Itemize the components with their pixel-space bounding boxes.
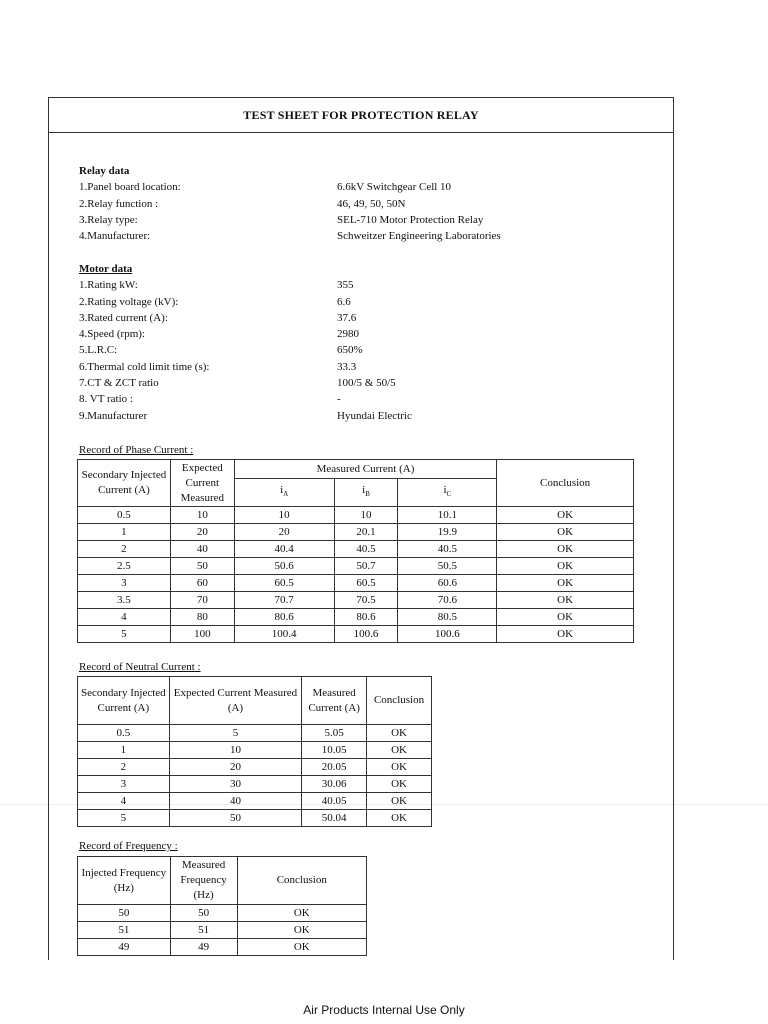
neutral_current-cell: 40 (169, 793, 301, 810)
phase_current-row (78, 507, 634, 524)
motor-data-value: 2980 (337, 328, 359, 341)
neutral_current-cell: 3 (78, 776, 170, 793)
neutral_current-cell: 40.05 (302, 793, 367, 810)
phase_current-cell: 40.4 (234, 541, 334, 558)
phase_current-cell: 5 (78, 626, 171, 643)
motor-data-row (79, 391, 412, 407)
phase-header-ib (334, 479, 398, 507)
neutral_current-cell: OK (367, 810, 432, 827)
relay-data-heading: Relay data (79, 165, 130, 177)
phase_current-cell: 100 (170, 626, 234, 643)
motor-data-label: 7.CT & ZCT ratio (79, 377, 159, 390)
motor-data-row (79, 326, 412, 342)
neutral_current-cell: 10 (169, 742, 301, 759)
neutral-header-conclusion: Conclusion (367, 677, 432, 725)
neutral_current-cell: 50 (169, 810, 301, 827)
phase_current-row (78, 592, 634, 609)
phase-header-measured: Measured Current (A) (234, 460, 496, 479)
neutral_current-cell: OK (367, 776, 432, 793)
motor-data-label: 2.Rating voltage (kV): (79, 295, 179, 308)
relay-data-label: 3.Relay type: (79, 213, 138, 226)
phase_current-cell: OK (497, 592, 634, 609)
phase_current-cell: 10 (170, 507, 234, 524)
phase_current-cell: 4 (78, 609, 171, 626)
motor-data-label: 3.Rated current (A): (79, 311, 168, 324)
relay-data-row (79, 179, 501, 195)
neutral-header-secondary: Secondary Injected Current (A) (78, 677, 170, 725)
motor-data-row (79, 342, 412, 358)
phase_current-row (78, 609, 634, 626)
phase_current-cell: 60.5 (234, 575, 334, 592)
motor-data-row (79, 294, 412, 310)
motor-data-row (79, 359, 412, 375)
phase_current-row (78, 575, 634, 592)
neutral_current-row (78, 810, 432, 827)
neutral_current-cell: 30 (169, 776, 301, 793)
phase-header-conclusion: Conclusion (497, 460, 634, 507)
neutral-header-expected: Expected Current Measured (A) (169, 677, 301, 725)
phase_current-cell: OK (497, 609, 634, 626)
frequency-cell: 50 (78, 905, 171, 922)
motor-data-row (79, 375, 412, 391)
phase_current-cell: 20 (234, 524, 334, 541)
neutral_current-cell: 2 (78, 759, 170, 776)
frequency-cell: OK (237, 939, 366, 956)
frequency-caption: Record of Frequency : (79, 840, 178, 852)
phase_current-cell: 50.5 (398, 558, 497, 575)
relay-data-value: 46, 49, 50, 50N (337, 197, 406, 210)
frequency-cell: 51 (170, 922, 237, 939)
phase-header-secondary: Secondary Injected Current (A) (78, 460, 171, 507)
relay-data-row (79, 228, 501, 244)
relay-data-label: 2.Relay function : (79, 197, 159, 210)
phase_current-cell: 10.1 (398, 507, 497, 524)
phase_current-cell: 0.5 (78, 507, 171, 524)
phase_current-row (78, 626, 634, 643)
neutral_current-cell: 5 (78, 810, 170, 827)
motor-data-label: 8. VT ratio : (79, 393, 133, 406)
phase_current-cell: 1 (78, 524, 171, 541)
neutral_current-cell: 20.05 (302, 759, 367, 776)
phase_current-cell: 60.5 (334, 575, 398, 592)
motor-data-value: 100/5 & 50/5 (337, 377, 396, 390)
motor-data-label: 9.Manufacturer (79, 409, 148, 422)
motor-data-heading: Motor data (79, 263, 133, 275)
motor-data-value: - (337, 393, 341, 406)
phase_current-cell: 50.7 (334, 558, 398, 575)
motor-data-value: 33.3 (337, 360, 357, 373)
neutral_current-cell: 1 (78, 742, 170, 759)
phase_current-cell: 80.6 (234, 609, 334, 626)
neutral_current-row (78, 793, 432, 810)
neutral_current-cell: OK (367, 759, 432, 776)
phase_current-cell: 10 (234, 507, 334, 524)
phase_current-cell: 80.6 (334, 609, 398, 626)
motor-data-label: 4.Speed (rpm): (79, 328, 145, 341)
neutral_current-cell: 30.06 (302, 776, 367, 793)
phase_current-cell: 100.4 (234, 626, 334, 643)
neutral_current-cell: 4 (78, 793, 170, 810)
phase_current-cell: OK (497, 541, 634, 558)
neutral_current-cell: 20 (169, 759, 301, 776)
motor-data-value: Hyundai Electric (337, 409, 412, 422)
frequency-row (78, 939, 367, 956)
motor-data-label: 1.Rating kW: (79, 279, 138, 292)
neutral_current-row (78, 759, 432, 776)
phase_current-cell: 100.6 (334, 626, 398, 643)
neutral_current-cell: OK (367, 725, 432, 742)
phase-header-ib-main: i (362, 483, 366, 496)
frequency-row (78, 905, 367, 922)
phase-current-caption: Record of Phase Current : (79, 444, 194, 456)
phase_current-cell: 10 (334, 507, 398, 524)
neutral_current-cell: OK (367, 793, 432, 810)
phase_current-cell: 19.9 (398, 524, 497, 541)
phase_current-cell: 20.1 (334, 524, 398, 541)
phase_current-cell: 3.5 (78, 592, 171, 609)
phase_current-cell: 50.6 (234, 558, 334, 575)
frequency-cell: 49 (78, 939, 171, 956)
phase_current-row (78, 524, 634, 541)
motor-data-value: 650% (337, 344, 363, 357)
frequency-cell: OK (237, 905, 366, 922)
relay-data-block (79, 163, 501, 244)
phase_current-cell: 40 (170, 541, 234, 558)
phase_current-row (78, 558, 634, 575)
relay-data-row (79, 212, 501, 228)
neutral-current-caption: Record of Neutral Current : (79, 661, 201, 673)
phase_current-cell: 3 (78, 575, 171, 592)
neutral-current-table (77, 676, 432, 827)
neutral_current-row (78, 742, 432, 759)
phase_current-cell: 40.5 (334, 541, 398, 558)
relay-data-label: 1.Panel board location: (79, 181, 181, 194)
motor-data-block (79, 261, 412, 424)
motor-data-label: 5.L.R.C: (79, 344, 118, 357)
phase_current-cell: 40.5 (398, 541, 497, 558)
phase_current-cell: 80.5 (398, 609, 497, 626)
footer-classification: Air Products Internal Use Only (303, 1003, 465, 1017)
phase_current-cell: 70.5 (334, 592, 398, 609)
relay-data-label: 4.Manufacturer: (79, 230, 151, 243)
frequency-cell: 49 (170, 939, 237, 956)
phase_current-cell: 100.6 (398, 626, 497, 643)
phase_current-cell: 70 (170, 592, 234, 609)
phase_current-row (78, 541, 634, 558)
frequency-cell: 51 (78, 922, 171, 939)
phase-header-ia-main: i (280, 483, 284, 496)
motor-data-value: 37.6 (337, 311, 357, 324)
neutral_current-cell: 50.04 (302, 810, 367, 827)
relay-data-value: 6.6kV Switchgear Cell 10 (337, 181, 452, 194)
neutral_current-cell: 5.05 (302, 725, 367, 742)
relay-data-row (79, 196, 501, 212)
neutral_current-row (78, 776, 432, 793)
frequency-cell: OK (237, 922, 366, 939)
motor-data-label: 6.Thermal cold limit time (s): (79, 360, 210, 373)
phase_current-cell: 60.6 (398, 575, 497, 592)
frequency-row (78, 922, 367, 939)
motor-data-row (79, 408, 412, 424)
phase_current-cell: OK (497, 507, 634, 524)
phase-header-ic-main: i (443, 483, 447, 496)
test-sheet (48, 97, 674, 960)
motor-data-row (79, 310, 412, 326)
phase_current-cell: 2 (78, 541, 171, 558)
phase_current-cell: OK (497, 558, 634, 575)
phase-header-ic-sub: C (446, 490, 452, 499)
motor-data-value: 6.6 (337, 295, 351, 308)
phase_current-cell: 2.5 (78, 558, 171, 575)
relay-data-value: Schweitzer Engineering Laboratories (337, 230, 501, 243)
phase_current-cell: OK (497, 524, 634, 541)
neutral_current-row (78, 725, 432, 742)
frequency-header-conclusion: Conclusion (237, 857, 366, 905)
motor-data-value: 355 (337, 279, 354, 292)
phase_current-cell: OK (497, 626, 634, 643)
phase-header-ib-sub: B (365, 490, 370, 499)
phase-header-ia (234, 479, 334, 507)
phase-header-expected: Expected Current Measured (170, 460, 234, 507)
frequency-header-injected: Injected Frequency (Hz) (78, 857, 171, 905)
phase_current-cell: 20 (170, 524, 234, 541)
frequency-header-measured: Measured Frequency (Hz) (170, 857, 237, 905)
phase-header-ic (398, 479, 497, 507)
phase_current-cell: OK (497, 575, 634, 592)
sheet-title: TEST SHEET FOR PROTECTION RELAY (49, 98, 673, 133)
phase_current-cell: 70.6 (398, 592, 497, 609)
relay-data-value: SEL-710 Motor Protection Relay (337, 213, 484, 226)
neutral-header-measured: Measured Current (A) (302, 677, 367, 725)
neutral_current-cell: 10.05 (302, 742, 367, 759)
motor-data-row (79, 277, 412, 293)
phase_current-cell: 80 (170, 609, 234, 626)
frequency-table (77, 856, 367, 956)
phase-header-ia-sub: A (283, 490, 289, 499)
phase_current-cell: 50 (170, 558, 234, 575)
phase_current-cell: 70.7 (234, 592, 334, 609)
neutral_current-cell: OK (367, 742, 432, 759)
phase-current-table (77, 459, 634, 643)
neutral_current-cell: 0.5 (78, 725, 170, 742)
phase_current-cell: 60 (170, 575, 234, 592)
neutral_current-cell: 5 (169, 725, 301, 742)
frequency-cell: 50 (170, 905, 237, 922)
